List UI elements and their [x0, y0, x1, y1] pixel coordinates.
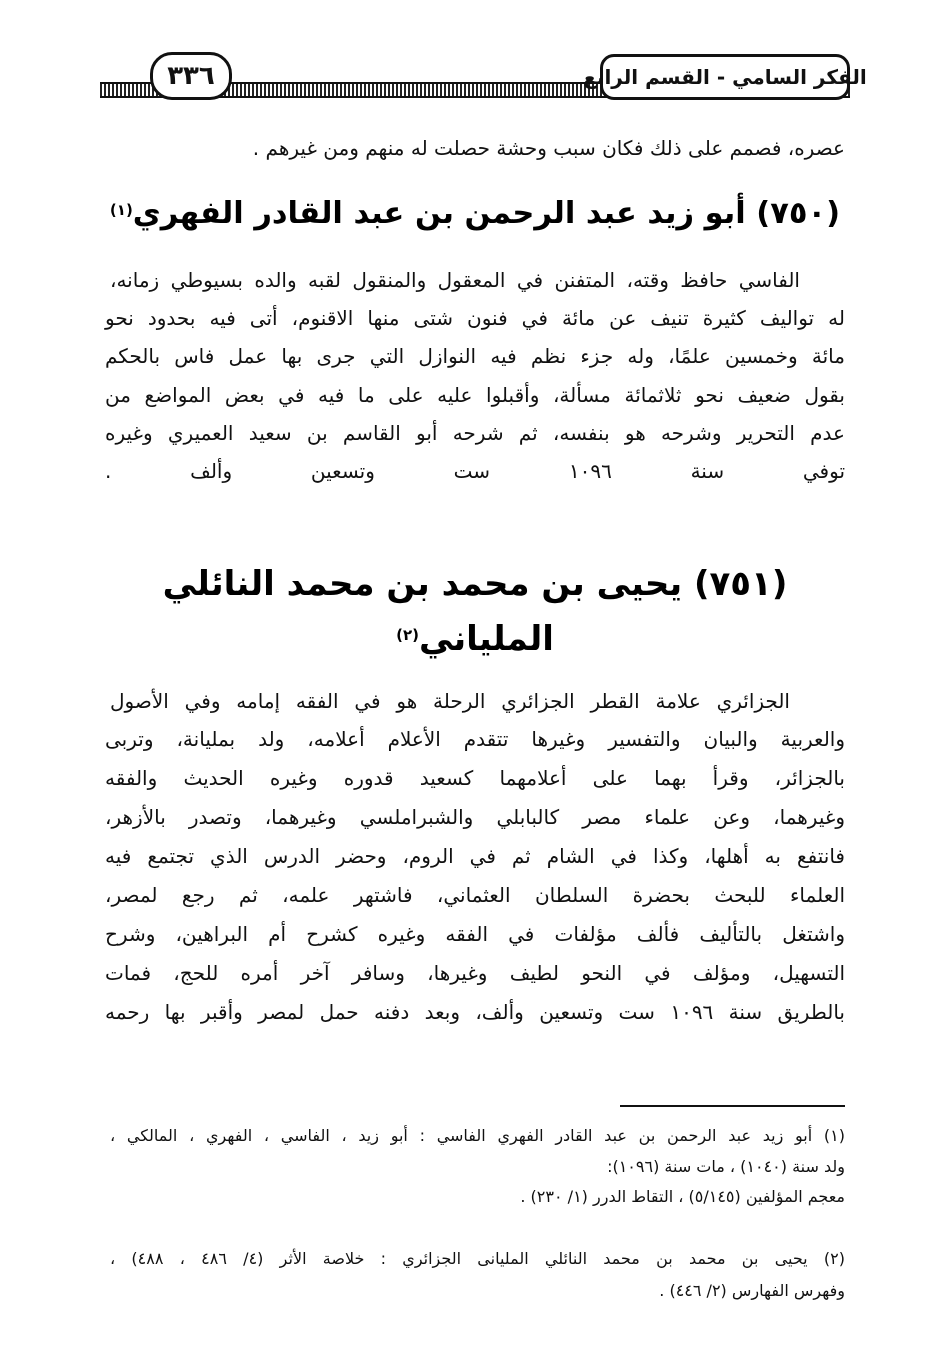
footnote-2-line: (٢) يحيى بن محمد بن محمد النائلي المليانى الجزائري : خلاصة الأثر (٤/ ٤٨٦ ، ٤٨٨) ،: [110, 1249, 845, 1268]
entry-750-footnote-ref: (١): [109, 201, 133, 219]
entry-751-heading-line2-text: الملياني: [418, 619, 554, 659]
footnote-1-line: (١) أبو زيد عبد الرحمن بن عبد القادر الفهري الفاسي : أبو زيد ، الفاسي ، الفهري ، المالكي ،: [110, 1126, 845, 1145]
entry-751-line: فانتفع به أهلها، وكذا في الشام ثم في الروم، وحضر الدرس الذي تجتمع فيه: [105, 844, 845, 868]
footnote-1-line: معجم المؤلفين (٥/١٤٥) ، التقاط الدرر (١/ ٢٣٠) .: [520, 1187, 845, 1206]
footnote-separator: [620, 1105, 845, 1107]
entry-751-line: وغيرهما، وعن علماء مصر كالبابلي والشبراملسي وغيرهما، وتصدر بالأزهر،: [105, 805, 845, 829]
entry-751-heading-line2: [105, 615, 845, 663]
entry-750-heading-text: (٧٥٠) أبو زيد عبد الرحمن بن عبد القادر الفهري: [132, 196, 841, 231]
entry-751-line: الجزائري علامة القطر الجزائري الرحلة هو في الفقه إمامه وفي الأصول: [110, 689, 790, 713]
entry-750-line: له تواليف كثيرة تنيف عن مائة في فنون شتى منها الاقنوم، أتى فيه بحدود نحو: [105, 306, 845, 330]
entry-751-heading-line1: (٧٥١) يحيى بن محمد بن محمد النائلي: [162, 564, 788, 604]
entry-750-line: الفاسي حافظ وقته، المتفنن في المعقول والمنقول لقبه والده بسيوطي زمانه،: [110, 268, 800, 292]
entry-750-heading: [105, 190, 845, 238]
running-header: [100, 48, 867, 110]
footnote-2-line: وفهرس الفهارس (٢/ ٤٤٦) .: [659, 1281, 845, 1300]
header-title: الفكر السامي - القسم الرابع: [583, 65, 867, 89]
header-title-frame: [583, 54, 867, 100]
entry-750-line: توفي سنة ١٠٩٦ ست وتسعين وألف .: [105, 459, 846, 483]
entry-751-line: بالطريق سنة ١٠٩٦ ست وتسعين وألف، وبعد دفنه حمل لمصر وأقبر بها رحمه: [105, 1000, 846, 1024]
entry-750-line: عدم التحرير وشرحه هو بنفسه، ثم شرحه أبو القاسم بن سعيد العميري وغيره: [105, 421, 845, 445]
entry-751-line: التسهيل، ومؤلف في النحو لطيف وغيرها، وسافر آخر أمره للحج، فمات: [105, 961, 845, 985]
entry-750-line: مائة وخمسين علمًا، وله جزء نظم فيه النوازل التي جرى بها عمل فاس بالحكم: [105, 344, 845, 368]
entry-751-line: العلماء للبحث بحضرة السلطان العثماني، فاشتهر علمه، ثم رجع لمصر،: [105, 883, 845, 907]
page-number: ٣٣٦: [167, 61, 215, 91]
footnote-1-line: ولد سنة (١٠٤٠) ، مات سنة (١٠٩٦):: [607, 1157, 845, 1176]
entry-751-line: واشتغل بالتأليف فألف مؤلفات في الفقه وغيره كشرح أم البراهين، وشرح: [105, 922, 845, 946]
page-number-frame: [150, 52, 232, 100]
entry-751-footnote-ref: (٢): [396, 626, 419, 644]
entry-751-line: والعربية والبيان والتفسير وغيرها تتقدم الأعلام أعلامه، ولد بمليانة، وتربى: [105, 727, 845, 751]
intro-line: عصره، فصمم على ذلك فكان سبب وحشة حصلت له منهم ومن غيرهم .: [252, 136, 845, 160]
entry-751-line: بالجزائر، وقرأ بهما على أعلامهما كسعيد قدوره وغيره الحديث والفقه: [105, 766, 845, 790]
entry-750-line: بقول ضعيف نحو ثلاثمائة مسألة، وأقبلوا عليه على ما فيه في بعض المواضع من: [105, 383, 845, 407]
